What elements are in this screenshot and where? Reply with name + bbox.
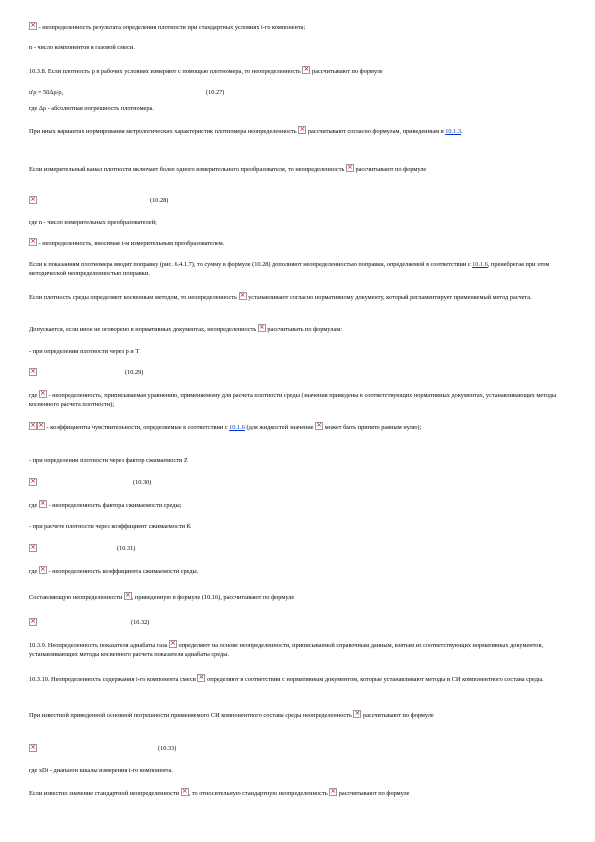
paragraph-2: n - число компонентов в газовой смеси.: [29, 44, 135, 51]
paragraph-k-uncertainty: где × - неопределенность коэффициента сжимаемости среды.: [29, 566, 569, 576]
broken-image-icon: [29, 618, 37, 626]
broken-image-icon: [258, 324, 266, 332]
paragraph-transducer-uncertainty: × - неопределенность, вносимая i-м измерительным преобразователем.: [29, 238, 569, 248]
paragraph-where-xdi: где xDi - диапазон шкалы измерения i-го компонента.: [29, 767, 173, 774]
broken-image-icon: [29, 238, 37, 246]
broken-image-icon: [298, 126, 306, 134]
paragraph-standard-uncertainty: Если известно значение стандартной неопределенности × , то относительную стандартную неопределенность × рассчитывают по формуле: [29, 788, 569, 798]
broken-image-icon: [29, 422, 37, 430]
paragraph-component: Составляющую неопределенности × , приведенную в формуле (10.16), рассчитывают по формуле: [29, 592, 569, 602]
broken-image-icon: [29, 196, 37, 204]
broken-image-icon: [29, 368, 37, 376]
equation-number: (10.28): [150, 197, 169, 204]
equation-10-29: [29, 368, 569, 378]
equation-number: (10.29): [125, 369, 144, 376]
broken-image-icon: [329, 788, 337, 796]
paragraph-indirect-method: Если плотность среды определяют косвенным методом, то неопределенность × устанавливают согласно нормативному документу, который регламентирует применяемый метод расчета.: [29, 292, 569, 302]
broken-image-icon: [315, 422, 323, 430]
broken-image-icon: [39, 390, 47, 398]
broken-image-icon: [29, 744, 37, 752]
equation-10-30: [29, 478, 569, 488]
broken-image-icon: [302, 66, 310, 74]
paragraph-10-3-10: 10.3.10. Неопределенность содержания i-го компонента смеси × определяют в соответствии с нормативным документом, которые устанавливают методы и СИ компонентного состава среды.: [29, 674, 569, 684]
broken-image-icon: [353, 710, 361, 718]
broken-image-icon: [29, 478, 37, 486]
paragraph-z-uncertainty: где × - неопределенность фактора сжимаемости среды;: [29, 500, 569, 510]
paragraph-sensitivity: ×× - коэффициенты чувствительности, определяемые в соответствии с 10.1.6 (для жидкостей значение × может быть принято равным нулю);: [29, 422, 569, 432]
paragraph-reduced-error: При известной приведенной основной погрешности применяемого СИ компонентного состава среды неопределенность × рассчитывают по формуле: [29, 710, 569, 720]
broken-image-icon: [181, 788, 189, 796]
equation-10-27: [29, 88, 569, 97]
paragraph-1: × - неопределенность результата определения плотности при стандартных условиях i-го компонента;: [29, 22, 569, 32]
paragraph-measuring-channel: Если измерительный канал плотности включает более одного измерительного преобразователя, то неопределенность × рассчитывают по формуле: [29, 164, 569, 174]
list-item-k: - при расчете плотности через коэффициент сжимаемости K: [29, 523, 192, 530]
broken-image-icon: [29, 544, 37, 552]
link-10-1-6[interactable]: 10.1.6: [472, 261, 488, 268]
equation-10-33: [29, 744, 569, 754]
broken-image-icon: [39, 500, 47, 508]
broken-image-icon: [239, 292, 247, 300]
equation-number: (10.27): [206, 89, 225, 96]
broken-image-icon: [29, 22, 37, 30]
paragraph-10-3-9: 10.3.9. Неопределенность показателя адиабаты газа × определяют на основе неопределенности, приписываемой справочным данным, взятым из соответствующих нормативных документов, устанавливающих методы косвенного расчета показателя адиабаты среды.: [29, 640, 569, 659]
broken-image-icon: [169, 640, 177, 648]
equation-number: (10.30): [133, 479, 152, 486]
broken-image-icon: [124, 592, 132, 600]
equation-10-28: [29, 196, 569, 206]
paragraph-where-delta: где Δρ - абсолютная погрешность плотномера.: [29, 105, 154, 112]
paragraph-equation-uncertainty: где × - неопределенность, приписываемая уравнению, применяемому для расчета плотности среды (значения приведены в соответствующих нормативных документах, устанавливающих методы косвенного расчета плотности);: [29, 390, 569, 409]
paragraph-10-3-8: 10.3.8. Если плотность ρ в рабочих условиях измеряют с помощью плотномера, то неопределенность × рассчитывают по формуле: [29, 66, 569, 76]
broken-image-icon: [39, 566, 47, 574]
broken-image-icon: [37, 422, 45, 430]
equation-10-31: [29, 544, 569, 554]
paragraph-where-n: где n - число измерительных преобразователей;: [29, 219, 157, 226]
equation-number: (10.33): [158, 745, 177, 752]
broken-image-icon: [197, 674, 205, 682]
equation-10-32: [29, 618, 569, 628]
equation-number: (10.32): [131, 619, 150, 626]
list-item-z: - при определении плотности через фактор сжимаемости Z: [29, 457, 188, 464]
paragraph-other-variants: При иных вариантах нормирования метрологических характеристик плотномера неопределенность × рассчитывают согласно формулам, приведенным в 10.1.3.: [29, 126, 569, 136]
paragraph-correction: Если к показаниям плотномера вводят поправку (рис. 6.4.1.7), то сумму в формуле (10.28) дополняют неопределенностью поправки, определяемой в соответствии с 10.1.6, пренебрегая при этом методической неопределенностью поправки.: [29, 261, 550, 277]
broken-image-icon: [346, 164, 354, 172]
link-10-1-3[interactable]: 10.1.3: [445, 128, 461, 135]
equation-number: (10.31): [117, 545, 136, 552]
list-item-p-t: - при определении плотности через p и T: [29, 348, 140, 355]
equation-text: u'ρ = 50Δρ/ρ,: [29, 89, 64, 96]
paragraph-allowed: Допускается, если иное не оговорено в нормативных документах, неопределенность × рассчитывать по формулам:: [29, 324, 569, 334]
link-10-1-6[interactable]: 10.1.6: [229, 424, 245, 431]
